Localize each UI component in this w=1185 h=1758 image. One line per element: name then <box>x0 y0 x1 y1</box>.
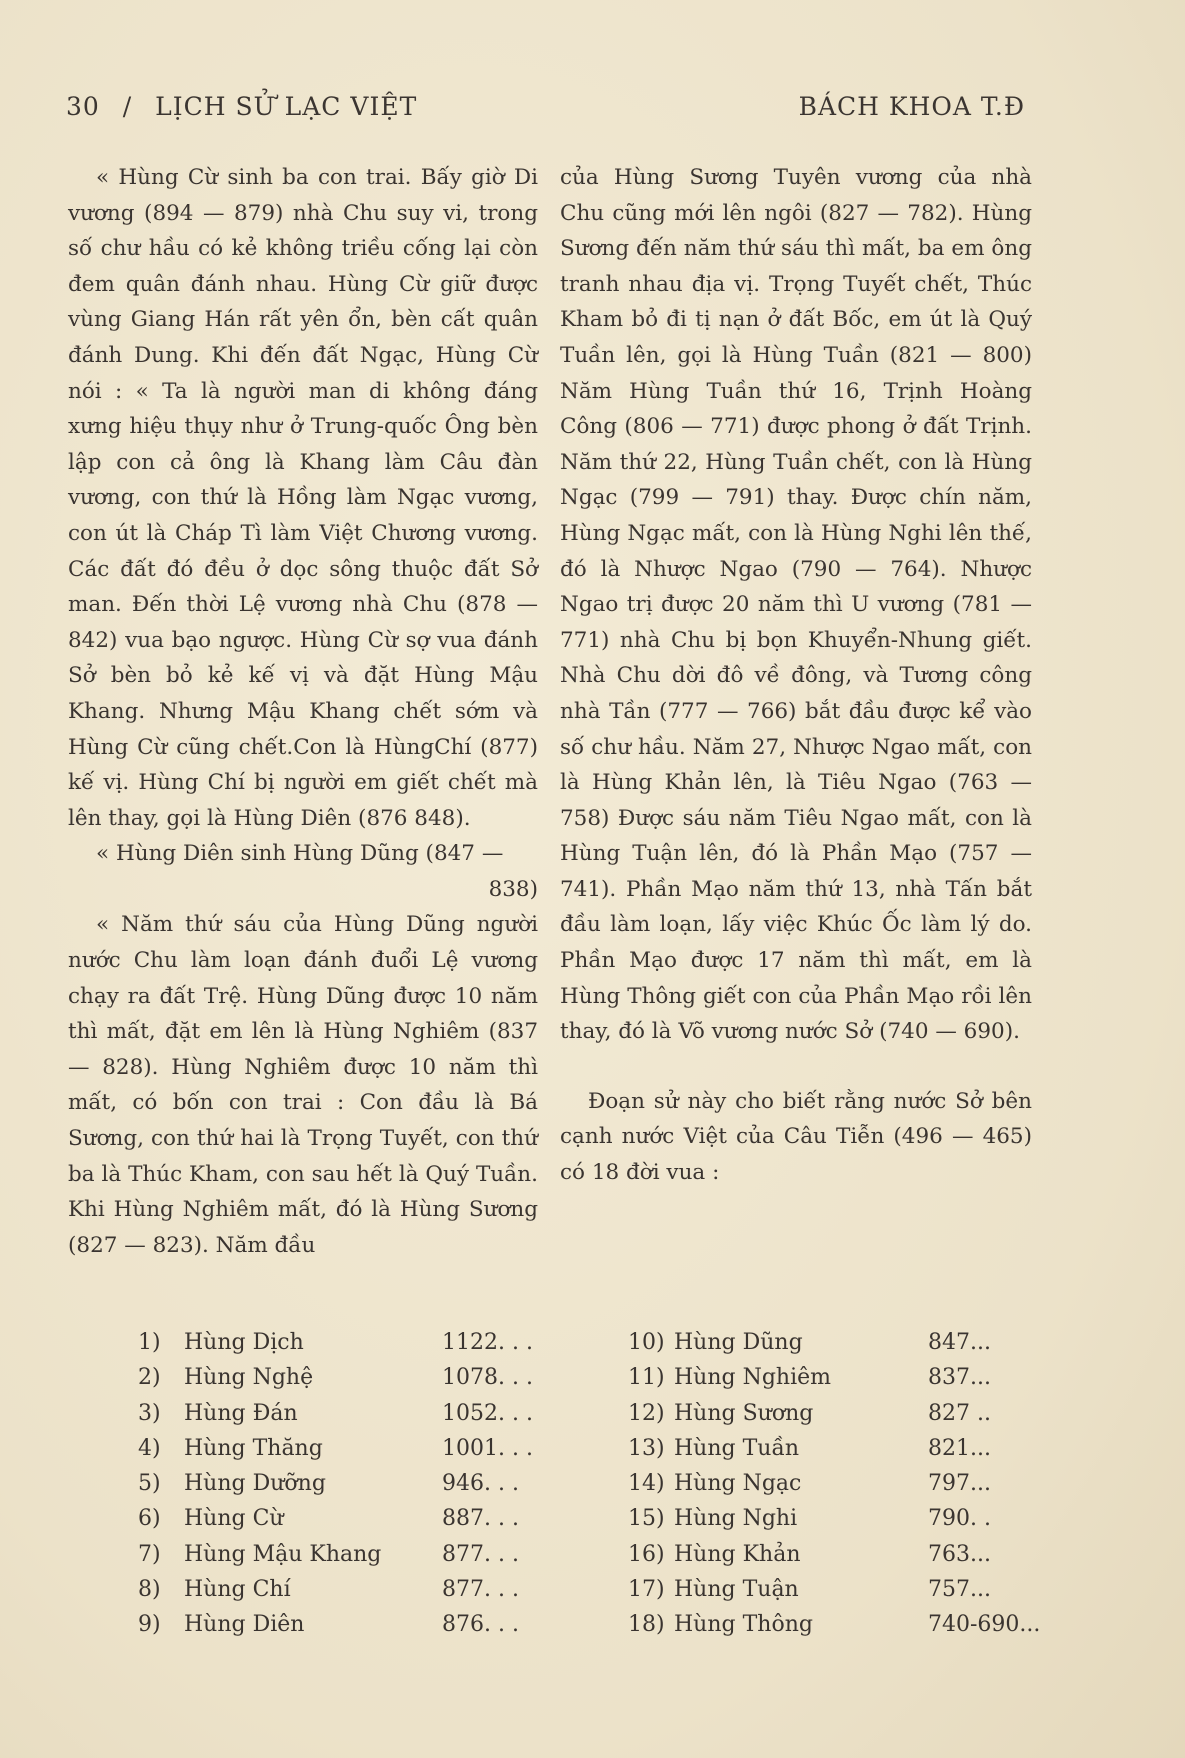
right-paragraph-2: Đoạn sử này cho biết rằng nước Sở bên cạnh nước Việt của Câu Tiễn (496 — 465) có 18 đời vua : <box>560 1088 1032 1186</box>
king-number: 14) <box>628 1471 665 1497</box>
king-number: 7) <box>138 1541 161 1567</box>
king-number: 15) <box>628 1506 665 1532</box>
king-year: 1052. . . <box>442 1400 533 1426</box>
king-name: Hùng Cừ <box>184 1506 284 1532</box>
king-year: 946. . . <box>442 1471 519 1497</box>
list-item <box>628 1572 1008 1607</box>
king-year: 1001. . . <box>442 1435 533 1461</box>
king-name: Hùng Dũng <box>674 1330 803 1355</box>
king-number: 1) <box>138 1330 161 1355</box>
king-number: 13) <box>628 1435 665 1461</box>
king-number: 11) <box>628 1365 665 1391</box>
king-name: Hùng Tuần <box>674 1435 800 1461</box>
king-number: 3) <box>138 1400 161 1426</box>
list-item <box>138 1396 538 1431</box>
list-item <box>138 1501 538 1536</box>
list-item <box>138 1466 538 1501</box>
list-item <box>628 1325 1008 1360</box>
king-number: 12) <box>628 1400 665 1426</box>
publisher-name: BÁCH KHOA T.Đ <box>798 92 1025 121</box>
king-name: Hùng Nghiêm <box>674 1365 832 1391</box>
list-item <box>138 1607 538 1642</box>
king-year: 740-690... <box>928 1612 1041 1638</box>
king-year: 790. . <box>928 1506 991 1532</box>
left-paragraph-2 <box>68 836 538 907</box>
king-year: 827 .. <box>928 1400 991 1426</box>
right-paragraph-1: của Hùng Sương Tuyên vương của nhà Chu cũng mới lên ngôi (827 — 782). Hùng Sương đến năm thứ sáu thì mất, ba em ông tranh nhau địa vị. Trọng Tuyết chết, Thúc Kham bỏ đi tị nạn ở đất Bốc, em út là Quý Tuần lên, gọi là Hùng Tuần (821 — 800) Năm Hùng Tuần thứ 16, Trịnh Hoàng Công (806 — 771) được phong ở đất Trịnh. Năm thứ 22, Hùng Tuần chết, con là Hùng Ngạc (799 — 791) thay. Được chín năm, Hùng Ngạc mất, con là Hùng Nghi lên thế, đó là Nhược Ngao (790 — 764). Nhược Ngao trị được 20 năm thì U vương (781 — 771) nhà Chu bị bọn Khuyển-Nhung giết. Nhà Chu dời đô về đông, và Tương công nhà Tần (777 — 766) bắt đầu được kể vào số chư hầu. Năm 27, Nhược Ngao mất, con là Hùng Khản lên, là Tiêu Ngao (763 — 758) Được sáu năm Tiêu Ngao mất, con là Hùng Tuận lên, đó là Phần Mạo (757 — 741). Phần Mạo năm thứ 13, nhà Tấn bắt đầu làm loạn, lấy việc Khúc Ốc làm lý do. Phần Mạo được 17 năm thì mất, em là Hùng Thông giết con của Phần Mạo rồi lên thay, đó là Võ vương nước Sở (740 — 690). <box>560 165 1032 1045</box>
king-year: 877. . . <box>442 1577 519 1603</box>
list-item <box>628 1501 1008 1536</box>
king-name: Hùng Đán <box>184 1400 298 1426</box>
king-number: 16) <box>628 1541 665 1567</box>
list-item <box>628 1396 1008 1431</box>
list-item <box>628 1360 1008 1395</box>
right-column <box>560 160 1032 1191</box>
king-number: 9) <box>138 1612 161 1638</box>
king-year: 887. . . <box>442 1506 519 1532</box>
king-name: Hùng Nghệ <box>184 1365 314 1391</box>
king-year: 877. . . <box>442 1541 519 1567</box>
king-year: 876. . . <box>442 1612 519 1638</box>
header-left <box>66 92 431 121</box>
list-item <box>138 1360 538 1395</box>
king-number: 18) <box>628 1612 665 1638</box>
king-year: 1078. . . <box>442 1365 533 1391</box>
left-paragraph-2-text: « Hùng Diên sinh Hùng Dũng (847 — <box>96 841 504 867</box>
king-year: 757... <box>928 1577 991 1603</box>
king-year: 847... <box>928 1330 991 1355</box>
book-title: LỊCH SỬ LẠC VIỆT <box>155 92 418 121</box>
list-item <box>138 1537 538 1572</box>
king-number: 8) <box>138 1577 161 1603</box>
kings-list-left <box>138 1325 538 1643</box>
king-name: Hùng Ngạc <box>674 1471 802 1497</box>
left-paragraph-1: « Hùng Cừ sinh ba con trai. Bấy giờ Di vương (894 — 879) nhà Chu suy vi, trong số chư hầu có kẻ không triều cống lại còn đem quân đánh nhau. Hùng Cừ giữ được vùng Giang Hán rất yên ổn, bèn cất quân đánh Dung. Khi đến đất Ngạc, Hùng Cừ nói : « Ta là người man di không đáng xưng hiệu thụy như ở Trung-quốc Ông bèn lập con cả ông là Khang làm Câu đàn vương, con thứ là Hồng làm Ngạc vương, con út là Cháp Tì làm Việt Chương vương. Các đất đó đều ở dọc sông thuộc đất Sở man. Đến thời Lệ vương nhà Chu (878 — 842) vua bạo ngược. Hùng Cừ sợ vua đánh Sở bèn bỏ kẻ kế vị và đặt Hùng Mậu Khang. Nhưng Mậu Khang chết sớm và Hùng Cừ cũng chết.Con là HùngChí (877) kế vị. Hùng Chí bị người em giết chết mà lên thay, gọi là Hùng Diên (876 848). <box>68 165 538 831</box>
list-item <box>628 1431 1008 1466</box>
list-item <box>628 1607 1041 1642</box>
king-year: 763... <box>928 1541 991 1567</box>
king-number: 10) <box>628 1330 665 1355</box>
left-column <box>68 160 538 1263</box>
list-item <box>138 1325 538 1360</box>
king-name: Hùng Khản <box>674 1541 801 1567</box>
king-year: 1122. . . <box>442 1330 533 1355</box>
king-name: Hùng Dịch <box>184 1330 304 1355</box>
king-year: 797... <box>928 1471 991 1497</box>
list-item <box>628 1466 1008 1501</box>
king-number: 4) <box>138 1435 161 1461</box>
king-number: 6) <box>138 1506 161 1532</box>
king-name: Hùng Sương <box>674 1400 814 1426</box>
king-name: Hùng Chí <box>184 1577 291 1603</box>
left-paragraph-2-end: 838) <box>488 876 538 902</box>
king-name: Hùng Nghi <box>674 1506 798 1532</box>
king-year: 821... <box>928 1435 991 1461</box>
kings-list-right <box>628 1325 1041 1643</box>
king-number: 17) <box>628 1577 665 1603</box>
page-number: 30 <box>66 92 100 121</box>
king-name: Hùng Thăng <box>184 1435 323 1461</box>
king-name: Hùng Thông <box>674 1612 813 1638</box>
header-separator: / <box>122 92 133 121</box>
king-name: Hùng Tuận <box>674 1577 799 1603</box>
king-name: Hùng Diên <box>184 1612 305 1638</box>
king-name: Hùng Mậu Khang <box>184 1541 382 1567</box>
king-year: 837... <box>928 1365 991 1391</box>
list-item <box>138 1572 538 1607</box>
king-number: 2) <box>138 1365 161 1391</box>
list-item <box>628 1537 1008 1572</box>
list-item <box>138 1431 538 1466</box>
king-number: 5) <box>138 1471 161 1497</box>
page-header <box>66 92 1025 132</box>
king-name: Hùng Dưỡng <box>184 1471 326 1497</box>
left-paragraph-3: « Năm thứ sáu của Hùng Dũng người nước Chu làm loạn đánh đuổi Lệ vương chạy ra đất Trệ. Hùng Dũng được 10 năm thì mất, đặt em lên là Hùng Nghiêm (837 — 828). Hùng Nghiêm được 10 năm thì mất, có bốn con trai : Con đầu là Bá Sương, con thứ hai là Trọng Tuyết, con thứ ba là Thúc Kham, con sau hết là Quý Tuần. Khi Hùng Nghiêm mất, đó là Hùng Sương (827 — 823). Năm đầu <box>68 912 538 1258</box>
